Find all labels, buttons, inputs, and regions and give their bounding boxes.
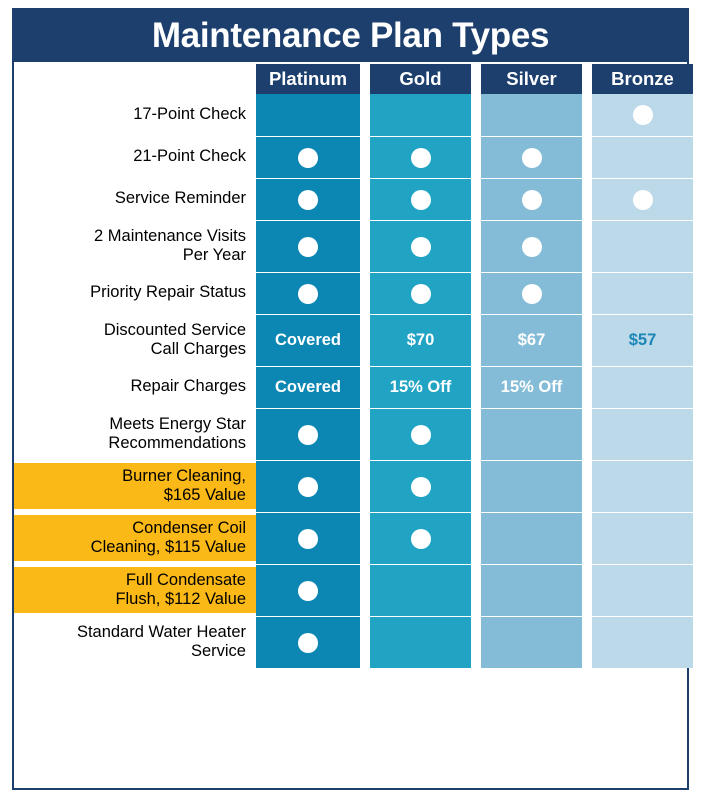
check-dot-icon — [298, 237, 318, 257]
cell-platinum[interactable] — [256, 616, 360, 668]
check-dot-icon — [522, 148, 542, 168]
row-label-text — [20, 519, 246, 558]
cell-bronze[interactable] — [592, 272, 693, 314]
row-label-line: Burner Cleaning, — [122, 466, 246, 485]
cell-bronze[interactable] — [592, 460, 693, 512]
cell-value: $67 — [517, 331, 546, 349]
cell-bronze[interactable] — [592, 220, 693, 272]
cell-silver[interactable] — [481, 512, 582, 564]
row-label — [14, 94, 256, 136]
row-label — [14, 314, 256, 366]
column-header-silver[interactable] — [481, 64, 582, 94]
row-label-line: 2 Maintenance Visits — [94, 226, 246, 245]
row-label — [14, 220, 256, 272]
cell-silver[interactable] — [481, 94, 582, 136]
row-label-text — [20, 415, 246, 454]
cell-gold[interactable] — [370, 272, 471, 314]
check-dot-icon — [298, 190, 318, 210]
cell-platinum[interactable] — [256, 136, 360, 178]
table-row — [14, 512, 687, 564]
row-label-text — [20, 623, 246, 662]
table-row — [14, 220, 687, 272]
cell-silver[interactable] — [481, 616, 582, 668]
cell-gold[interactable] — [370, 460, 471, 512]
table-row — [14, 178, 687, 220]
row-label-line: Cleaning, $115 Value — [90, 538, 246, 556]
check-dot-icon — [298, 529, 318, 549]
column-header-silver-label: Silver — [506, 68, 557, 89]
row-label-line: Per Year — [182, 246, 246, 264]
cell-gold[interactable] — [370, 366, 471, 408]
row-label-line: Meets Energy Star — [109, 414, 246, 433]
check-dot-icon — [298, 284, 318, 304]
cell-gold[interactable] — [370, 94, 471, 136]
check-dot-icon — [411, 237, 431, 257]
check-dot-icon — [411, 477, 431, 497]
page-title: Maintenance Plan Types — [151, 16, 550, 55]
check-dot-icon — [522, 284, 542, 304]
check-dot-icon — [633, 105, 653, 125]
row-label-text — [20, 377, 246, 396]
check-dot-icon — [411, 284, 431, 304]
row-label — [14, 178, 256, 220]
row-label-text — [20, 283, 246, 302]
check-dot-icon — [411, 425, 431, 445]
row-label-line: Condenser Coil — [132, 518, 246, 537]
check-dot-icon — [411, 190, 431, 210]
cell-silver[interactable] — [481, 314, 582, 366]
check-dot-icon — [411, 529, 431, 549]
cell-bronze[interactable] — [592, 94, 693, 136]
cell-platinum[interactable] — [256, 314, 360, 366]
table-row — [14, 460, 687, 512]
row-label-text — [20, 105, 246, 124]
table-row — [14, 94, 687, 136]
column-header-bronze[interactable] — [592, 64, 693, 94]
row-label-line: Standard Water Heater — [76, 622, 246, 641]
cell-value: Covered — [274, 331, 342, 349]
row-label-line: 17-Point Check — [133, 105, 246, 124]
cell-platinum[interactable] — [256, 460, 360, 512]
table-header-row — [14, 62, 687, 94]
cell-platinum[interactable] — [256, 94, 360, 136]
cell-value: $70 — [406, 331, 435, 349]
cell-value: 15% Off — [389, 378, 452, 396]
row-label-text — [20, 189, 246, 208]
cell-bronze[interactable] — [592, 366, 693, 408]
row-label-text — [20, 227, 246, 266]
row-label — [14, 136, 256, 178]
row-label — [14, 272, 256, 314]
cell-silver[interactable] — [481, 220, 582, 272]
cell-gold[interactable] — [370, 408, 471, 460]
cell-bronze[interactable] — [592, 314, 693, 366]
row-label-line: Full Condensate — [125, 570, 246, 589]
table-grid — [14, 62, 687, 788]
row-label-line: Service — [190, 642, 246, 660]
check-dot-icon — [522, 237, 542, 257]
cell-silver[interactable] — [481, 136, 582, 178]
cell-silver[interactable] — [481, 408, 582, 460]
check-dot-icon — [633, 190, 653, 210]
row-label-text — [20, 321, 246, 360]
column-header-platinum-label: Platinum — [268, 68, 348, 89]
cell-gold[interactable] — [370, 314, 471, 366]
column-header-bronze-label: Bronze — [611, 68, 674, 89]
cell-bronze[interactable] — [592, 178, 693, 220]
row-label-line: $165 Value — [163, 486, 246, 504]
cell-bronze[interactable] — [592, 136, 693, 178]
row-label-line: Priority Repair Status — [90, 283, 246, 302]
table-row — [14, 366, 687, 408]
cell-value: Covered — [274, 378, 342, 396]
row-label-line: Service Reminder — [114, 189, 246, 208]
cell-platinum[interactable] — [256, 366, 360, 408]
cell-platinum[interactable] — [256, 512, 360, 564]
column-header-gold[interactable] — [370, 64, 471, 94]
cell-platinum[interactable] — [256, 272, 360, 314]
maintenance-plan-table — [12, 8, 689, 790]
check-dot-icon — [411, 148, 431, 168]
row-label — [14, 408, 256, 460]
row-label-line: Call Charges — [150, 340, 246, 358]
cell-silver[interactable] — [481, 564, 582, 616]
cell-silver[interactable] — [481, 178, 582, 220]
check-dot-icon — [298, 581, 318, 601]
cell-bronze[interactable] — [592, 616, 693, 668]
cell-gold[interactable] — [370, 178, 471, 220]
row-label — [14, 515, 256, 561]
check-dot-icon — [298, 633, 318, 653]
cell-silver[interactable] — [481, 460, 582, 512]
cell-gold[interactable] — [370, 564, 471, 616]
check-dot-icon — [522, 190, 542, 210]
row-label-line: Flush, $112 Value — [115, 590, 246, 608]
check-dot-icon — [298, 477, 318, 497]
row-label — [14, 366, 256, 408]
row-label-text — [20, 147, 246, 166]
table-body — [14, 94, 687, 788]
cell-platinum[interactable] — [256, 178, 360, 220]
cell-gold[interactable] — [370, 616, 471, 668]
cell-value: $57 — [628, 331, 657, 349]
table-row — [14, 314, 687, 366]
cell-bronze[interactable] — [592, 408, 693, 460]
row-label-text — [20, 467, 246, 506]
cell-bronze[interactable] — [592, 512, 693, 564]
table-row — [14, 616, 687, 668]
cell-gold[interactable] — [370, 220, 471, 272]
row-label-line: 21-Point Check — [133, 147, 246, 166]
row-label — [14, 616, 256, 668]
cell-bronze[interactable] — [592, 564, 693, 616]
cell-platinum[interactable] — [256, 564, 360, 616]
row-label — [14, 567, 256, 613]
table-row — [14, 408, 687, 460]
cell-platinum[interactable] — [256, 220, 360, 272]
row-label-line: Repair Charges — [130, 377, 246, 396]
cell-gold[interactable] — [370, 512, 471, 564]
cell-gold[interactable] — [370, 136, 471, 178]
table-row — [14, 564, 687, 616]
row-label-line: Discounted Service — [103, 320, 246, 339]
check-dot-icon — [298, 425, 318, 445]
row-label — [14, 463, 256, 509]
column-header-platinum[interactable] — [256, 64, 360, 94]
table-row — [14, 272, 687, 314]
check-dot-icon — [298, 148, 318, 168]
table-row — [14, 136, 687, 178]
cell-value: 15% Off — [500, 378, 563, 396]
column-header-gold-label: Gold — [399, 68, 442, 89]
table-title-bar — [14, 10, 687, 62]
header-label-spacer — [14, 62, 256, 94]
cell-platinum[interactable] — [256, 408, 360, 460]
cell-silver[interactable] — [481, 272, 582, 314]
row-label-text — [20, 571, 246, 610]
row-label-line: Recommendations — [108, 434, 246, 452]
cell-silver[interactable] — [481, 366, 582, 408]
